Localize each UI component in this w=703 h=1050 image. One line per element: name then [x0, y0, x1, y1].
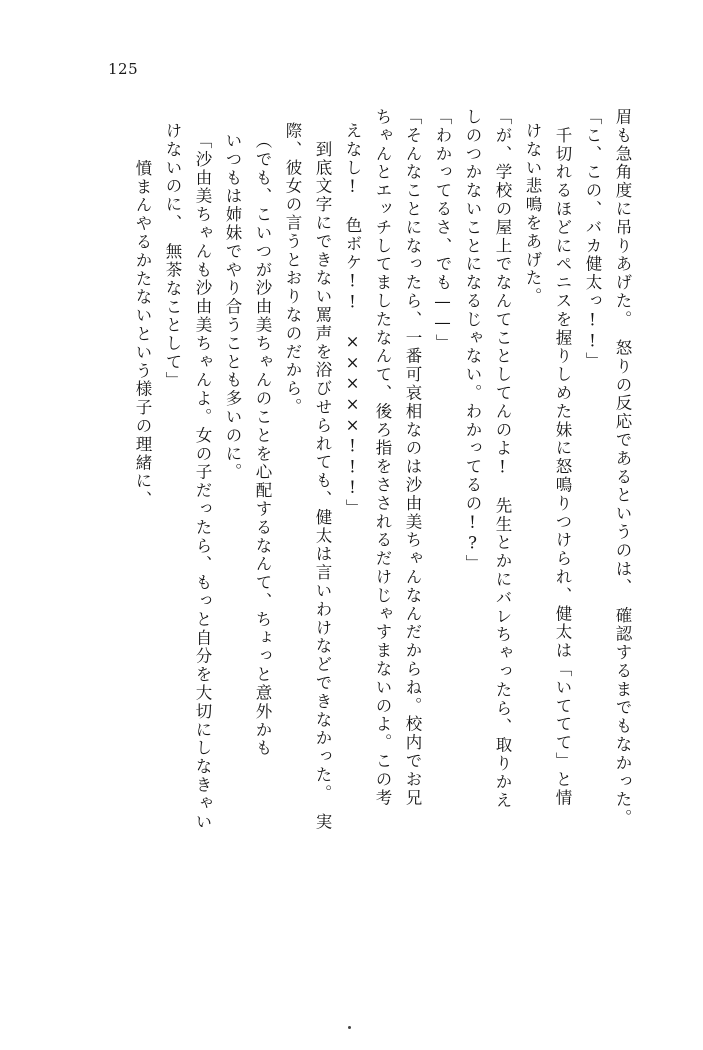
text-line: えなし! 色ボケ!! ×××××!!!」: [343, 122, 362, 518]
text-line: 際、彼女の言うとおりなのだから。: [283, 122, 302, 417]
text-line: 到底文字にできない罵声を浴びせられても、健太は言いわけなどできなかった。 実: [313, 122, 332, 832]
text-line: 「そんなことになったら、一番可哀相なのは沙由美ちゃんなんだからね。校内でお兄: [403, 108, 422, 808]
text-line: （でも、こいつが沙由美ちゃんのことを心配するなんて、ちょっと意外かも: [253, 132, 272, 758]
text-line: 眉も急角度に吊りあげた。 怒りの反応であるというのは、 確認するまでもなかった。: [613, 108, 632, 828]
text-line: けない悲鳴をあげた。: [523, 122, 542, 306]
vertical-text-block: [78, 108, 630, 948]
text-line: 「わかってるさ、でも——」: [433, 108, 452, 353]
text-line: ちゃんとエッチしてましたなんて、後ろ指をさされるだけじゃすまないのよ。この考: [373, 108, 392, 808]
text-line: 憤まんやるかたないという様子の理緒に、: [133, 141, 152, 509]
text-line: いつもは姉妹でやり合うことも多いのに。: [223, 132, 242, 482]
text-line: 「こ、この、バカ健太っ!!」: [583, 108, 602, 371]
text-line: 「沙由美ちゃんも沙由美ちゃんよ。女の子だったら、もっと自分を大切にしなきゃい: [193, 132, 212, 832]
text-line: 「が、学校の屋上でなんてことしてんのよ! 先生とかにバレちゃったら、取りかえ: [493, 108, 512, 810]
page-number: 125: [108, 60, 139, 78]
footer-dot: [348, 1026, 351, 1029]
text-line: けないのに、 無茶なことして」: [163, 122, 182, 390]
text-line: 千切れるほどにペニスを握りしめた妹に怒鳴りつけられ、健太は「いててて」と情: [553, 108, 572, 808]
text-line: しのつかないことになるじゃない。わかってるの!?」: [463, 108, 482, 573]
